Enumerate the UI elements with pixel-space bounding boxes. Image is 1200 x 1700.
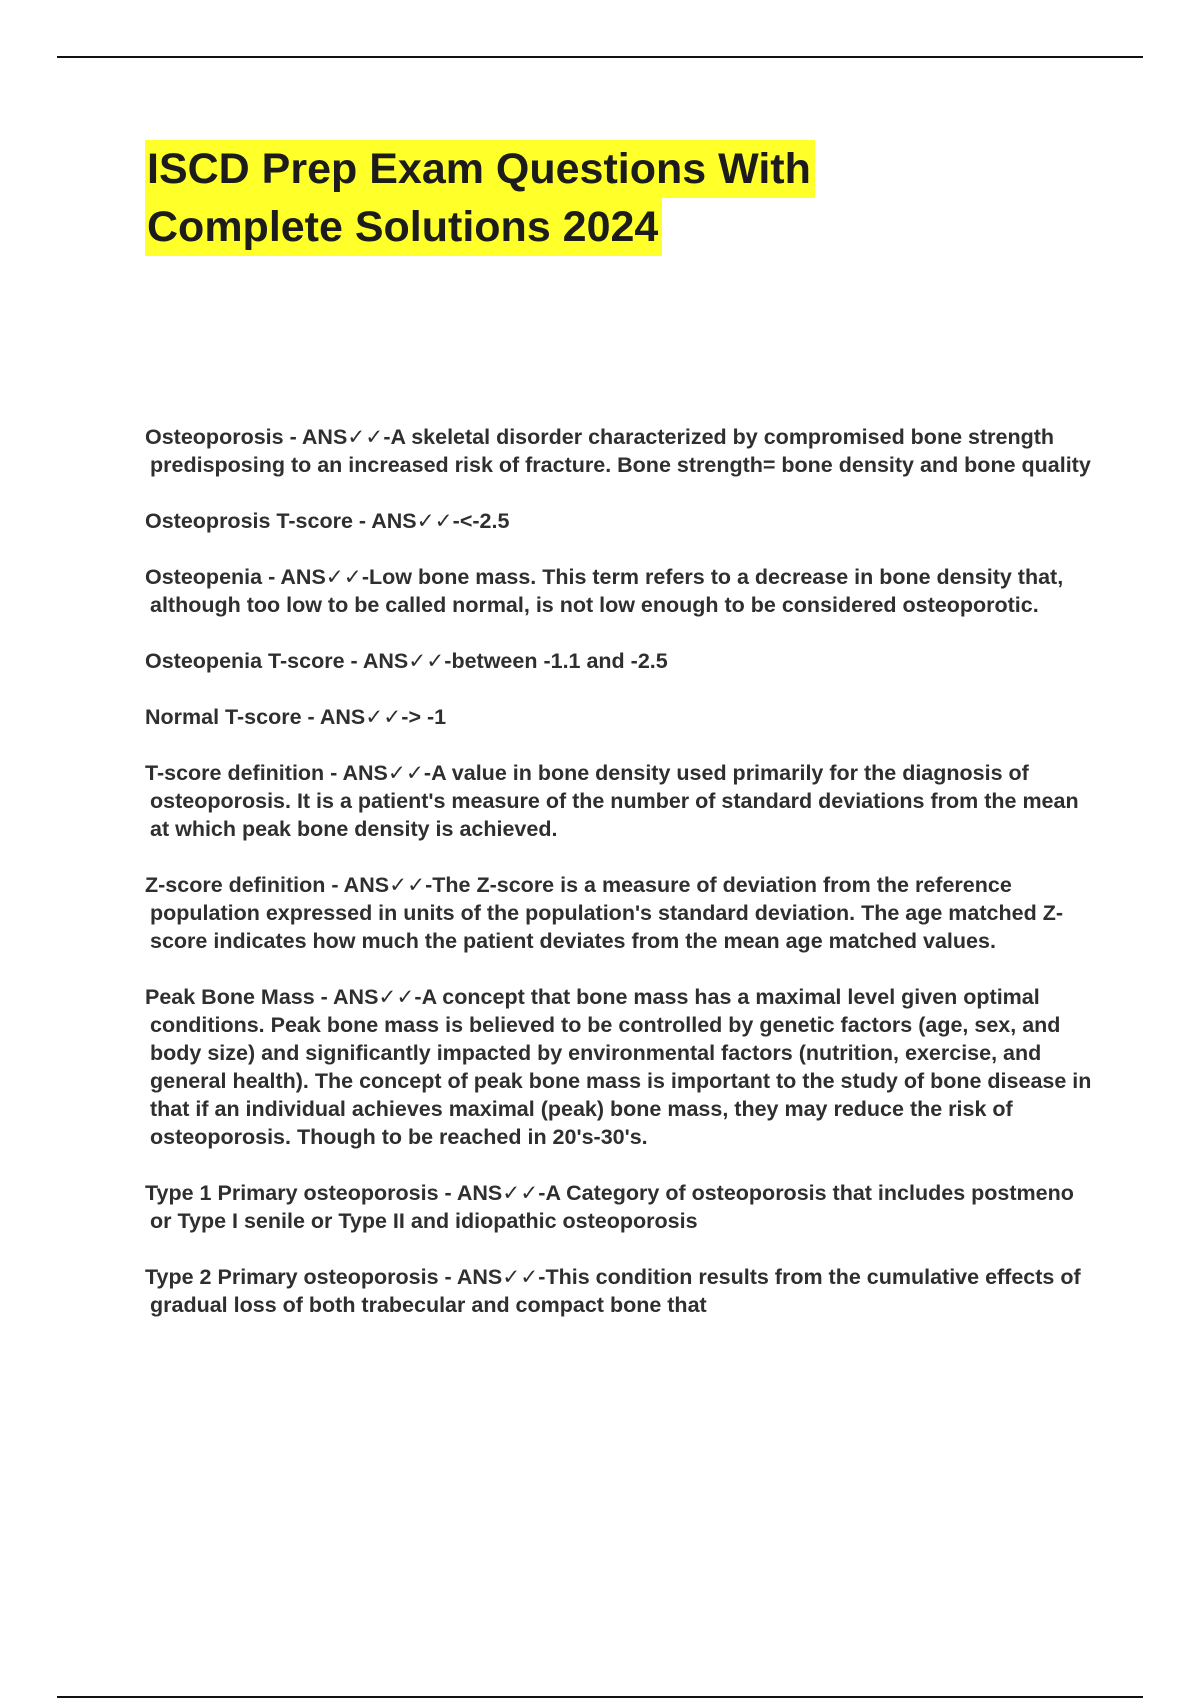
entry-definition: This condition results from the cumulative effects of gradual loss of both trabecular and compact bone that <box>150 1265 1081 1317</box>
qa-entry <box>145 1263 1095 1319</box>
entry-definition: <-2.5 <box>459 509 510 533</box>
qa-list <box>145 423 1095 1347</box>
answer-marker: - ANS✓✓- <box>283 425 391 449</box>
bottom-rule <box>57 1696 1143 1698</box>
answer-marker: - ANS✓✓- <box>438 1265 546 1289</box>
answer-marker: - ANS✓✓- <box>352 509 460 533</box>
entry-term: Osteoprosis T-score <box>145 509 353 533</box>
qa-entry <box>145 871 1095 955</box>
entry-definition: between -1.1 and -2.5 <box>451 649 668 673</box>
entry-term: Normal T-score <box>145 705 302 729</box>
answer-marker: - ANS✓✓- <box>262 565 369 589</box>
entry-definition: > -1 <box>408 705 447 729</box>
entry-term: Type 2 Primary osteoporosis <box>145 1265 439 1289</box>
entry-definition: A skeletal disorder characterized by compromised bone strength predisposing to an increased risk of fracture. Bone strength= bone density and bone quality <box>150 425 1091 477</box>
title-line-1: ISCD Prep Exam Questions With <box>145 140 815 198</box>
entry-term: T-score definition <box>145 761 325 785</box>
entry-definition: The Z-score is a measure of deviation from the reference population expressed in units of the population's standard deviation. The age matched Z-score indicates how much the patient deviates from the mean age matched values. <box>150 873 1063 953</box>
entry-definition: A value in bone density used primarily for the diagnosis of osteoporosis. It is a patient's measure of the number of standard deviations from the mean at which peak bone density is achieved. <box>150 761 1079 841</box>
entry-definition: Low bone mass. This term refers to a decrease in bone density that, although too low to be called normal, is not low enough to be considered osteoporotic. <box>150 565 1064 617</box>
answer-marker: - ANS✓✓- <box>324 761 432 785</box>
title-line-2: Complete Solutions 2024 <box>145 198 662 256</box>
qa-entry <box>145 759 1095 843</box>
answer-marker: - ANS✓✓- <box>301 705 409 729</box>
qa-entry <box>145 983 1095 1151</box>
entry-term: Type 1 Primary osteoporosis <box>145 1181 439 1205</box>
top-rule <box>57 56 1143 58</box>
document-title <box>145 140 945 256</box>
entry-term: Osteoporosis <box>145 425 284 449</box>
qa-entry <box>145 563 1095 619</box>
answer-marker: - ANS✓✓- <box>344 649 452 673</box>
answer-marker: - ANS✓✓- <box>314 985 422 1009</box>
qa-entry <box>145 507 1095 535</box>
entry-definition: A concept that bone mass has a maximal level given optimal conditions. Peak bone mass is believed to be controlled by genetic factors (age, sex, and body size) and significantly impacted by environmental factors (nutrition, exercise, and general health). The concept of peak bone mass is important to the study of bone disease in that if an individual achieves maximal (peak) bone mass, they may reduce the risk of osteoporosis. Though to be reached in 20's-30's. <box>150 985 1092 1149</box>
entry-term: Osteopenia T-score <box>145 649 345 673</box>
qa-entry <box>145 423 1095 479</box>
entry-term: Z-score definition <box>145 873 326 897</box>
entry-term: Osteopenia <box>145 565 263 589</box>
qa-entry <box>145 647 1095 675</box>
answer-marker: - ANS✓✓- <box>325 873 433 897</box>
entry-term: Peak Bone Mass <box>145 985 315 1009</box>
qa-entry <box>145 1179 1095 1235</box>
answer-marker: - ANS✓✓- <box>438 1181 546 1205</box>
entry-definition: A Category of osteoporosis that includes postmeno or Type I senile or Type II and idiopathic osteoporosis <box>150 1181 1074 1233</box>
qa-entry <box>145 703 1095 731</box>
